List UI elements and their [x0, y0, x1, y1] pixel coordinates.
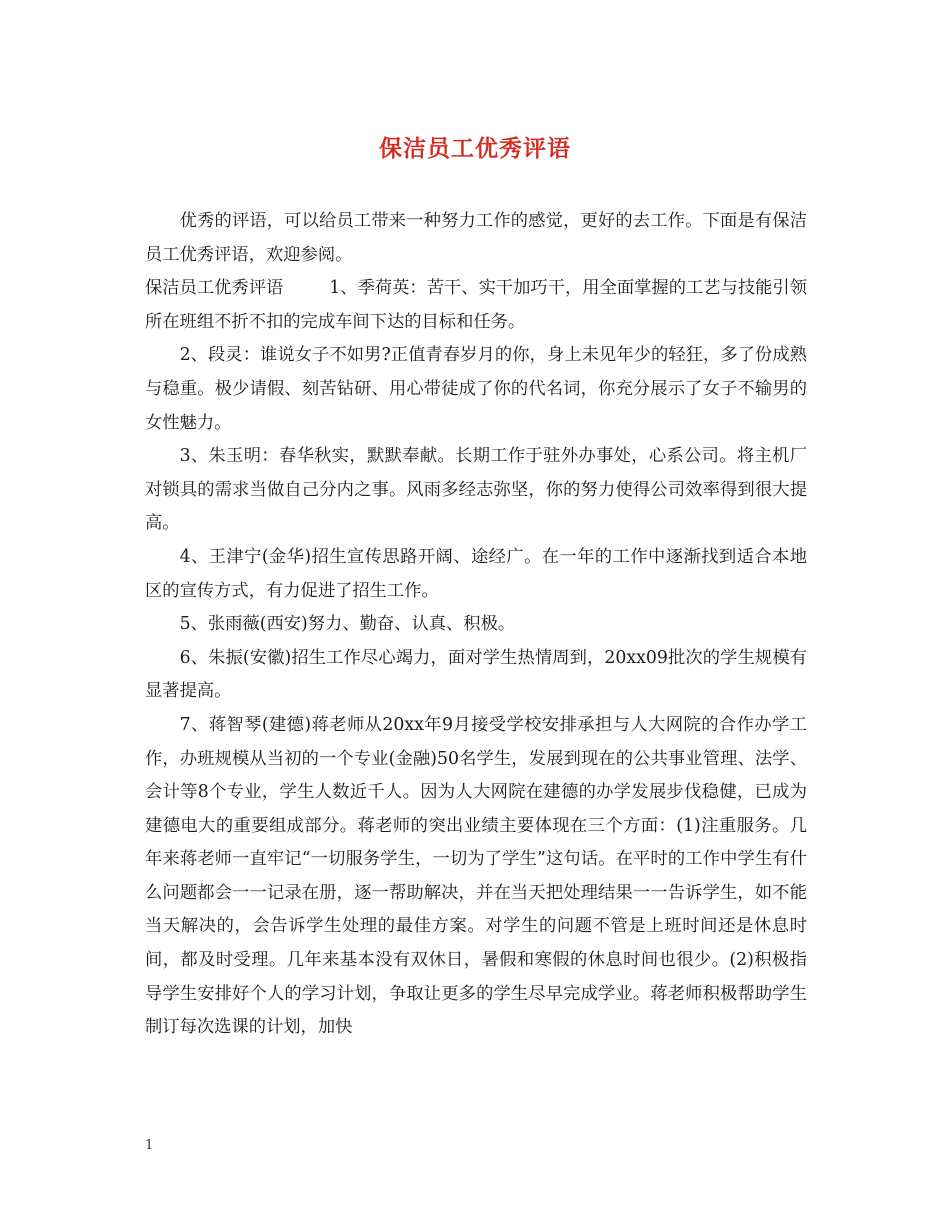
item-1-text: 1、季荷英：苦干、实干加巧干，用全面掌握的工艺与技能引领所在班组不折不扣的完成车间下达的目标和任务。 [145, 278, 807, 332]
item-2-paragraph: 2、段灵：谁说女子不如男?正值青春岁月的你，身上未见年少的轻狂，多了份成熟与稳重。极少请假、刻苦钻研、用心带徒成了你的代名词，你充分展示了女子不输男的女性魅力。 [145, 345, 807, 433]
item-6-paragraph: 6、朱振(安徽)招生工作尽心竭力，面对学生热情周到，20xx09批次的学生规模有显著提高。 [145, 647, 807, 702]
item-4-paragraph: 4、王津宁(金华)招生宣传思路开阔、途经广。在一年的工作中逐渐找到适合本地区的宣传方式，有力促进了招生工作。 [145, 546, 807, 601]
page-number: 1 [145, 1138, 154, 1153]
item-3-paragraph: 3、朱玉明：春华秋实，默默奉献。长期工作于驻外办事处，心系公司。将主机厂对锁具的需求当做自己分内之事。风雨多经志弥坚，你的努力使得公司效率得到很大提高。 [145, 446, 807, 534]
item-1-paragraph [145, 272, 807, 339]
item-5-paragraph: 5、张雨薇(西安)努力、勤奋、认真、积极。 [179, 614, 516, 635]
page-title: 保洁员工优秀评语 [379, 135, 571, 162]
intro-paragraph: 优秀的评语，可以给员工带来一种努力工作的感觉，更好的去工作。下面是有保洁员工优秀评语，欢迎参阅。 [145, 211, 807, 265]
item-7-paragraph: 7、蒋智琴(建德)蒋老师从20xx年9月接受学校安排承担与人大网院的合作办学工作，办班规模从当初的一个专业(金融)50名学生，发展到现在的公共事业管理、法学、会计等8个专业，学生人数近千人。因为人大网院在建德的办学发展步伐稳健，已成为建德电大的重要组成部分。蒋老师的突出业绩主要体现在三个方面：(1)注重服务。几年来蒋老师一直牢记“一切服务学生，一切为了学生”这句话。在平时的工作中学生有什么问题都会一一记录在册，逐一帮助解决，并在当天把处理结果一一告诉学生，如不能当天解决的，会告诉学生处理的最佳方案。对学生的问题不管是上班时间还是休息时间，都及时受理。几年来基本没有双休日，暑假和寒假的休息时间也很少。(2)积极指导学生安排好个人的学习计划，争取让更多的学生尽早完成学业。蒋老师积极帮助学生制订每次选课的计划，加快 [145, 714, 807, 1038]
document-body [145, 205, 807, 1045]
section-heading: 保洁员工优秀评语 [145, 278, 284, 299]
